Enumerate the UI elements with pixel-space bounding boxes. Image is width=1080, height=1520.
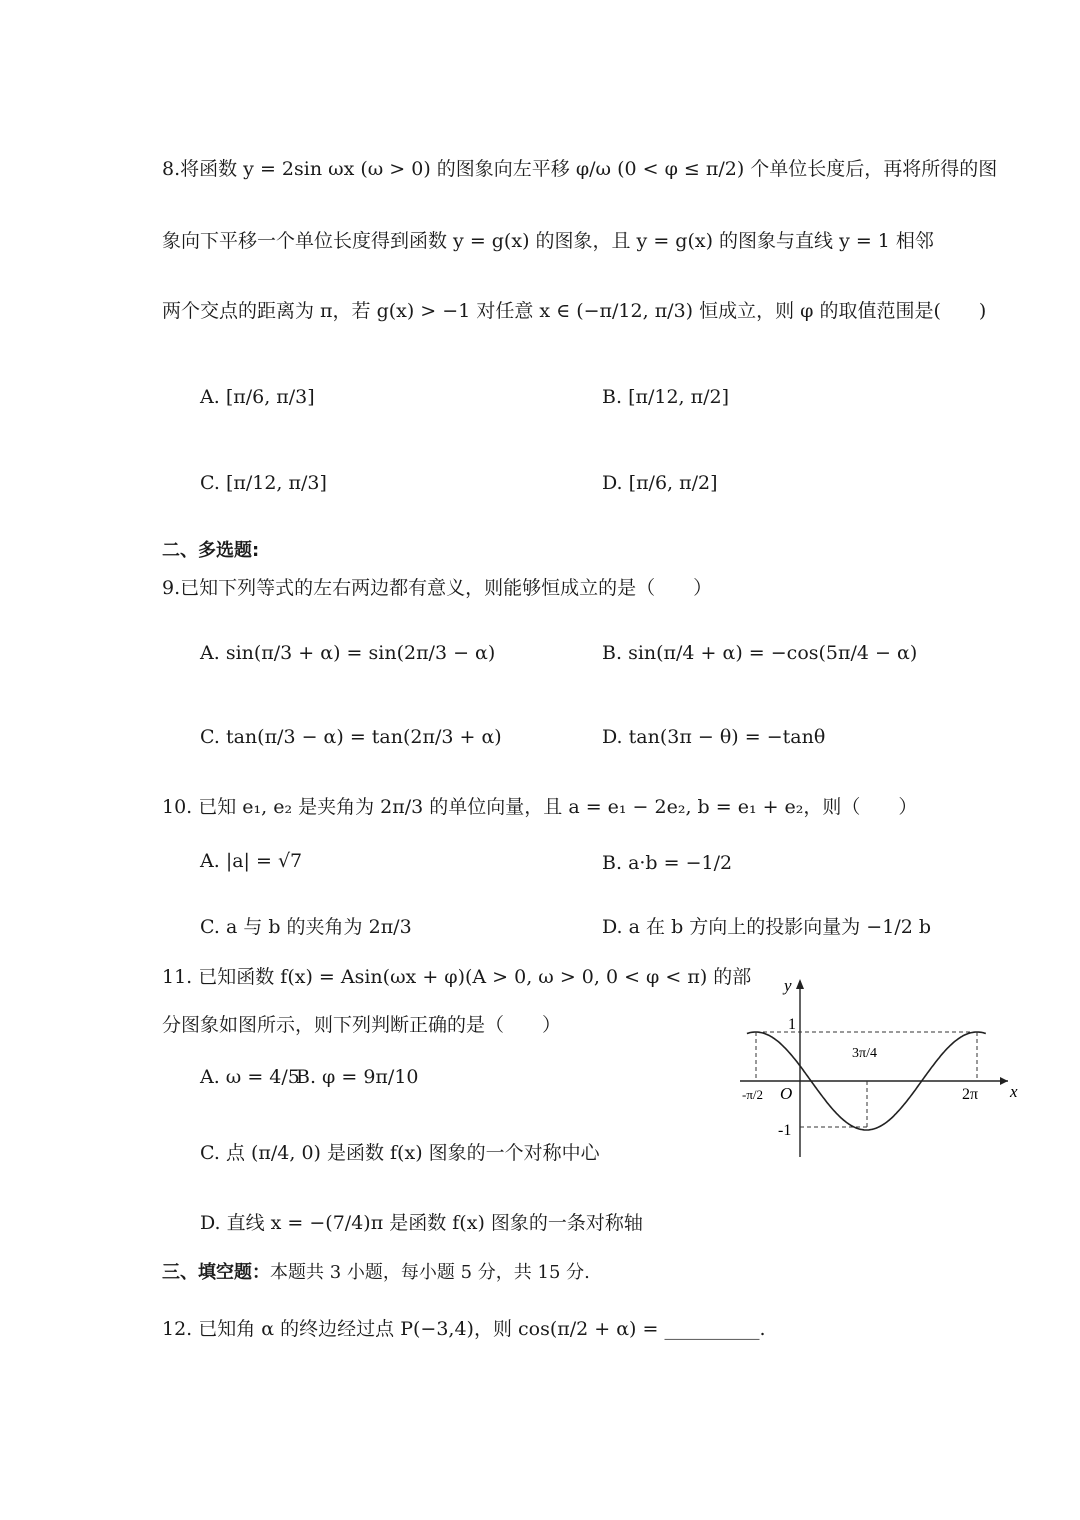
q11-option-d: D. 直线 x = −(7/4)π 是函数 f(x) 图象的一条对称轴	[200, 1212, 643, 1234]
q8-option-c	[200, 472, 327, 494]
x-tick-minus-half-pi: -π/2	[742, 1087, 764, 1102]
q9-option-a	[200, 642, 495, 664]
option-text: tan(3π − θ) = −tanθ	[628, 726, 826, 748]
q11-function-graph	[740, 975, 1030, 1165]
option-text: [π/6, π/3]	[225, 386, 315, 408]
option-label: C.	[200, 472, 220, 494]
option-text: sin(π/3 + α) = sin(2π/3 − α)	[225, 642, 496, 664]
option-label: A.	[200, 642, 220, 664]
q8-line-2: 象向下平移一个单位长度得到函数 y = g(x) 的图象，且 y = g(x) 的图象与直线 y = 1 相邻	[162, 230, 934, 252]
y-tick-1: 1	[788, 1016, 796, 1033]
option-text: [π/6, π/2]	[628, 472, 718, 494]
option-label: B.	[602, 386, 623, 408]
option-label: C.	[200, 726, 220, 748]
q10-option-c	[200, 912, 412, 939]
option-text: |a| = √7	[225, 850, 303, 872]
q11-option-b: B. φ = 9π/10	[296, 1066, 419, 1088]
option-label: B.	[602, 642, 623, 664]
q12-text: 12. 已知角 α 的终边经过点 P(−3,4)，则 cos(π/2 + α) = __________.	[162, 1318, 766, 1340]
q11-option-c: C. 点 (π/4, 0) 是函数 f(x) 图象的一个对称中心	[200, 1142, 600, 1164]
option-label: D.	[602, 472, 623, 494]
option-label: A.	[200, 850, 220, 872]
q11-line-1: 11. 已知函数 f(x) = Asin(ωx + φ)(A > 0, ω > 0, 0 < φ < π) 的部	[162, 966, 752, 988]
q11-option-a: A. ω = 4/5	[200, 1066, 300, 1088]
x-tick-three-quarter-pi: 3π/4	[852, 1046, 877, 1061]
q9-stem: 9.已知下列等式的左右两边都有意义，则能够恒成立的是（ ）	[162, 577, 713, 599]
section-2-heading: 二、多选题:	[162, 540, 260, 561]
option-text: a 与 b 的夹角为 2π/3	[225, 916, 412, 938]
y-axis-label: y	[784, 976, 792, 995]
origin-label: O	[780, 1084, 793, 1103]
section-3-heading	[162, 1258, 590, 1284]
q9-option-c	[200, 726, 502, 748]
option-text: [π/12, π/2]	[628, 386, 730, 408]
option-text: sin(π/4 + α) = −cos(5π/4 − α)	[628, 642, 918, 664]
q8-line-1: 8.将函数 y = 2sin ωx (ω > 0) 的图象向左平移 φ/ω (0 < φ ≤ π/2) 个单位长度后，再将所得的图	[162, 158, 998, 180]
section-3-description: 本题共 3 小题，每小题 5 分，共 15 分.	[270, 1262, 590, 1283]
y-tick-minus-1: -1	[778, 1122, 792, 1139]
q8-line-3: 两个交点的距离为 π，若 g(x) > −1 对任意 x ∈ (−π/12, π/3) 恒成立，则 φ 的取值范围是( )	[162, 300, 987, 322]
q9-option-b	[602, 642, 917, 664]
y-axis-arrow-icon	[796, 979, 804, 989]
x-axis-arrow-icon	[1000, 1077, 1008, 1085]
option-text: [π/12, π/3]	[225, 472, 327, 494]
x-tick-two-pi: 2π	[962, 1086, 979, 1103]
option-text: a 在 b 方向上的投影向量为 −1/2 b	[628, 916, 932, 938]
option-text: a·b = −1/2	[628, 852, 733, 874]
option-label: C.	[200, 916, 220, 938]
q10-stem: 10. 已知 e₁, e₂ 是夹角为 2π/3 的单位向量，且 a = e₁ − 2e₂, b = e₁ + e₂，则（ ）	[162, 796, 918, 818]
q10-option-b	[602, 852, 732, 874]
section-3-title: 三、填空题：	[162, 1262, 270, 1283]
q9-option-d	[602, 726, 825, 748]
option-label: A.	[200, 386, 220, 408]
q8-option-b	[602, 386, 729, 408]
q8-option-d	[602, 472, 718, 494]
option-label: B.	[602, 852, 623, 874]
q11-line-2: 分图象如图所示，则下列判断正确的是（ ）	[162, 1014, 562, 1036]
q8-option-a	[200, 386, 315, 408]
q10-option-a	[200, 850, 302, 872]
option-text: tan(π/3 − α) = tan(2π/3 + α)	[225, 726, 502, 748]
option-label: D.	[602, 916, 623, 938]
option-label: D.	[602, 726, 623, 748]
x-axis-label: x	[1010, 1082, 1018, 1101]
q10-option-d	[602, 912, 931, 939]
